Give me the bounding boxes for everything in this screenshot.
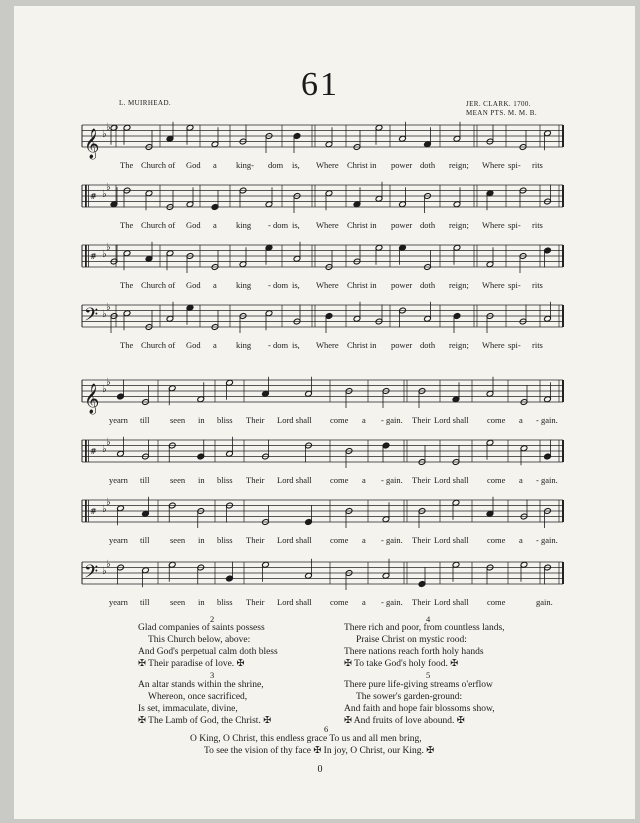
lyric-syllable: Their [246, 535, 265, 545]
lyric-syllable: reign; [449, 340, 469, 350]
stanza-2-line-1: Glad companies of saints possess [138, 623, 265, 633]
stanza-number-6: 6 [324, 724, 329, 734]
lyric-syllable: a [519, 415, 523, 425]
lyric-syllable: seen [170, 535, 186, 545]
lyric-syllable: dom [268, 160, 284, 170]
bass-clef-icon: 𝄢 [84, 305, 99, 330]
stanza-5-line-2: The sower's garden-ground: [356, 692, 463, 702]
lyric-syllable: - dom [268, 280, 289, 290]
lyric-syllable: spi- [508, 340, 521, 350]
tenor-clef-icon: # [90, 447, 97, 456]
lyric-syllable: bliss [217, 535, 233, 545]
lyric-syllable: gain. [536, 597, 553, 607]
lyric-syllable: in [370, 280, 377, 290]
lyric-syllable: reign; [449, 280, 469, 290]
lyric-syllable: - dom [268, 220, 289, 230]
bass-clef-icon: 𝄢 [84, 562, 99, 587]
lyric-syllable: - gain. [381, 535, 403, 545]
lyric-syllable: God [186, 160, 201, 170]
lyric-syllable: bliss [217, 415, 233, 425]
flat-icon: ♭ [102, 504, 107, 515]
lyric-syllable: God [186, 280, 201, 290]
stanza-2-line-2: This Church below, above: [148, 635, 251, 645]
lyric-syllable: The [120, 220, 134, 230]
lyric-syllable: yearn [109, 475, 128, 485]
lyric-syllable: doth [420, 220, 436, 230]
lyric-syllable: reign; [449, 220, 469, 230]
tenor-clef-icon: # [90, 252, 97, 261]
lyric-syllable: - dom [268, 340, 289, 350]
lyric-syllable: come [330, 535, 349, 545]
lyric-syllable: doth [420, 340, 436, 350]
lyric-syllable: in [198, 415, 205, 425]
flat-icon: ♭ [102, 309, 107, 320]
lyric-syllable: spi- [508, 280, 521, 290]
lyric-syllable: a [213, 280, 217, 290]
stanza-4-line-3: There nations reach forth holy hands [344, 647, 484, 657]
stanza-4-line-4: ✠ To take God's holy food. ✠ [344, 659, 459, 669]
lyric-syllable: seen [170, 415, 186, 425]
lyric-syllable: Lord shall [434, 475, 469, 485]
stanza-3-line-3: Is set, immaculate, divine, [138, 704, 238, 714]
lyric-syllable: God [186, 340, 201, 350]
lyric-syllable: - gain. [536, 415, 558, 425]
lyric-syllable: in [370, 220, 377, 230]
flat-icon: ♭ [102, 189, 107, 200]
lyric-syllable: rits [532, 160, 543, 170]
lyric-syllable: Where [482, 280, 505, 290]
lyric-syllable: Their [246, 415, 265, 425]
lyric-syllable: king [236, 340, 252, 350]
tenor-clef-icon: # [90, 507, 97, 516]
lyric-syllable: Where [316, 220, 339, 230]
lyric-syllable: come [487, 475, 506, 485]
lyric-syllable: Where [316, 340, 339, 350]
lyric-syllable: rits [532, 280, 543, 290]
lyric-syllable: Where [482, 160, 505, 170]
lyric-syllable: Church of [141, 280, 176, 290]
lyric-syllable: come [487, 535, 506, 545]
lyric-syllable: rits [532, 220, 543, 230]
lyric-syllable: God [186, 220, 201, 230]
lyric-syllable: in [198, 535, 205, 545]
lyric-syllable: a [519, 535, 523, 545]
lyric-syllable: Where [482, 220, 505, 230]
lyric-syllable: bliss [217, 597, 233, 607]
flat-icon: ♭ [102, 249, 107, 260]
stanza-3-line-1: An altar stands within the shrine, [138, 680, 264, 690]
flat-icon: ♭ [102, 384, 107, 395]
lyric-syllable: - gain. [381, 475, 403, 485]
flat-icon: ♭ [106, 496, 111, 508]
lyric-syllable: is, [292, 340, 300, 350]
stanza-4-line-2: Praise Christ on mystic rood: [356, 635, 467, 645]
lyric-syllable: Christ in [347, 160, 377, 170]
lyric-syllable: Lord shall [277, 475, 312, 485]
lyric-syllable: power [391, 280, 413, 290]
flat-icon: ♭ [106, 558, 111, 570]
author-credit: L. MUIRHEAD. [119, 99, 172, 107]
stanza-number-3: 3 [210, 670, 215, 680]
stanza-number-5: 5 [426, 670, 431, 680]
stanza-3-line-2: Whereon, once sacrificed, [148, 692, 248, 702]
flat-icon: ♭ [106, 241, 111, 253]
lyric-syllable: king [236, 280, 252, 290]
lyric-syllable: yearn [109, 597, 128, 607]
lyric-syllable: seen [170, 597, 186, 607]
tenor-clef-icon [85, 440, 87, 462]
lyric-syllable: Lord shall [277, 597, 312, 607]
lyric-syllable: Lord shall [434, 597, 469, 607]
tenor-clef-icon [85, 185, 87, 207]
stanza-5-line-3: And faith and hope fair blossoms show, [344, 704, 495, 714]
lyric-syllable: rits [532, 340, 543, 350]
lyric-syllable: till [140, 415, 150, 425]
flat-icon: ♭ [102, 566, 107, 577]
lyric-syllable: - gain. [381, 415, 403, 425]
lyric-syllable: in [198, 475, 205, 485]
lyric-syllable: Christ [347, 280, 368, 290]
lyric-syllable: Where [316, 160, 339, 170]
flat-icon: ♭ [106, 181, 111, 193]
page-folio: 0 [317, 764, 323, 775]
tenor-clef-icon [85, 245, 87, 267]
lyric-syllable: The [120, 340, 134, 350]
lyric-syllable: a [362, 597, 366, 607]
stanza-2-line-3: And God's perpetual calm doth bless [138, 647, 278, 657]
stanza-number-2: 2 [210, 614, 215, 624]
lyric-syllable: is, [292, 220, 300, 230]
lyric-syllable: yearn [109, 415, 128, 425]
stanza-5-line-4: ✠ And fruits of love abound. ✠ [344, 716, 465, 726]
tenor-clef-icon [88, 185, 89, 207]
lyric-syllable: Church of [141, 340, 176, 350]
lyric-syllable: Their [412, 535, 431, 545]
lyric-syllable: Their [246, 475, 265, 485]
lyric-syllable: Where [316, 280, 339, 290]
treble-clef-icon: 𝄞 [84, 129, 100, 159]
lyric-syllable: a [362, 475, 366, 485]
lyric-syllable: Their [412, 597, 431, 607]
lyric-syllable: come [487, 415, 506, 425]
tenor-clef-icon [88, 500, 89, 522]
stanza-6-line-1: O King, O Christ, this endless grace To us and all men bring, [190, 734, 422, 744]
lyric-syllable: - gain. [536, 535, 558, 545]
flat-icon: ♭ [106, 121, 111, 133]
lyric-syllable: Where [482, 340, 505, 350]
lyric-syllable: - gain. [381, 597, 403, 607]
lyric-syllable: seen [170, 475, 186, 485]
lyric-syllable: king- [236, 160, 254, 170]
lyric-syllable: a [362, 535, 366, 545]
tenor-clef-icon [88, 245, 89, 267]
lyric-syllable: come [487, 597, 506, 607]
lyric-syllable: Christ [347, 220, 368, 230]
stanza-2-line-4: ✠ Their paradise of love. ✠ [138, 659, 245, 669]
lyric-syllable: till [140, 535, 150, 545]
stanza-5-line-1: There pure life-giving streams o'erflow [344, 680, 493, 690]
notes [110, 122, 551, 590]
lyric-syllable: spi- [508, 220, 521, 230]
lyric-syllable: a [213, 160, 217, 170]
lyric-syllable: Lord shall [277, 535, 312, 545]
flat-icon: ♭ [106, 376, 111, 388]
lyric-syllable: a [362, 415, 366, 425]
lyric-syllable: bliss [217, 475, 233, 485]
stanza-number-4: 4 [426, 614, 431, 624]
lyric-syllable: - gain. [536, 475, 558, 485]
tenor-clef-icon [88, 440, 89, 462]
lyric-syllable: Their [412, 475, 431, 485]
lyric-syllable: a [213, 340, 217, 350]
lyric-syllable: come [330, 415, 349, 425]
stanza-3-line-4: ✠ The Lamb of God, the Christ. ✠ [138, 716, 272, 726]
lyric-syllable: is, [292, 280, 300, 290]
hymn-number: 61 [301, 66, 339, 103]
lyric-syllable: come [330, 475, 349, 485]
lyric-syllable: a [519, 475, 523, 485]
lyric-syllable: The [120, 280, 134, 290]
stanza-4-line-1: There rich and poor, from countless lands, [344, 623, 505, 633]
tenor-clef-icon: # [90, 192, 97, 201]
lyric-syllable: king [236, 220, 252, 230]
lyric-syllable: Church of [141, 160, 176, 170]
lyric-syllable: is, [292, 160, 300, 170]
lyric-syllable: power [391, 160, 413, 170]
tenor-clef-icon [85, 500, 87, 522]
lyric-syllable: till [140, 597, 150, 607]
lyric-syllable: reign; [449, 160, 469, 170]
lyric-syllable: The [120, 160, 134, 170]
treble-clef-icon: 𝄞 [84, 384, 100, 414]
lyric-syllable: till [140, 475, 150, 485]
lyric-syllable: power [391, 340, 413, 350]
lyric-syllable: power [391, 220, 413, 230]
lyric-syllable: Their [412, 415, 431, 425]
composer-credit: JER. CLARK. 1700. [466, 100, 531, 108]
stanza-6-line-2: To see the vision of thy face ✠ In joy, O Christ, our King. ✠ [204, 746, 435, 756]
lyric-syllable: doth [420, 280, 436, 290]
arranger-credit: MEAN PTS. M. M. B. [466, 109, 537, 117]
flat-icon: ♭ [102, 444, 107, 455]
lyric-syllable: a [213, 220, 217, 230]
lyric-syllable: Christ in [347, 340, 377, 350]
lyric-syllable: yearn [109, 535, 128, 545]
lyric-syllable: Church of [141, 220, 176, 230]
flat-icon: ♭ [102, 129, 107, 140]
flat-icon: ♭ [106, 436, 111, 448]
flat-icon: ♭ [106, 301, 111, 313]
lyric-syllable: Lord shall [434, 535, 469, 545]
lyric-syllable: come [330, 597, 349, 607]
lyric-syllable: spi- [508, 160, 521, 170]
lyric-syllable: Lord shall [434, 415, 469, 425]
lyric-syllable: in [198, 597, 205, 607]
lyric-syllable: Lord shall [277, 415, 312, 425]
lyric-syllable: doth [420, 160, 436, 170]
lyric-syllable: Their [246, 597, 265, 607]
